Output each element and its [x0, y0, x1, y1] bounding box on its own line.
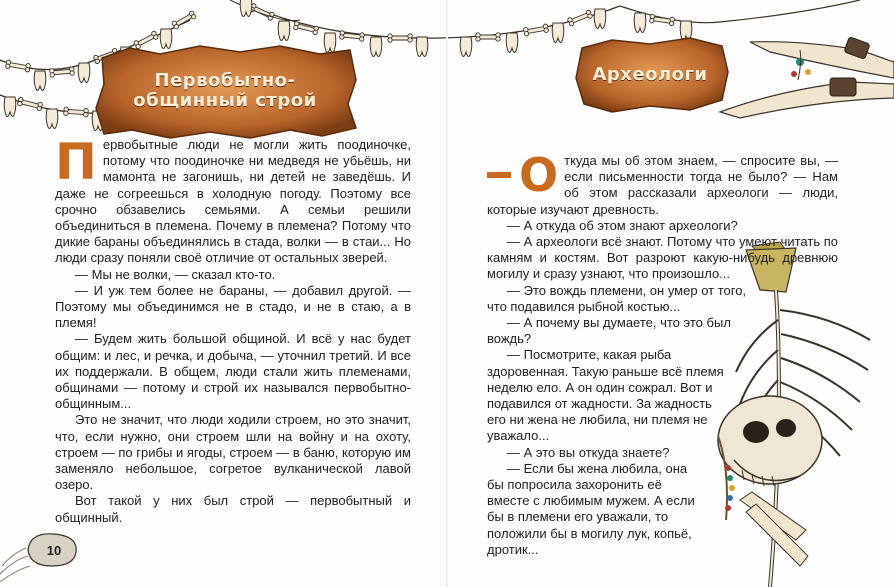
left-paragraph-1: Первобытные люди не могли жить поодиночке, потому что поодиночке ни медведя не убьёшь, ни мамонта не загонишь, ни детей не заведёшь. И даже не согреешься в холодную погоду. Поэтому все срочно обзавелись семьями. А семьи решили объединиться в племена. Почему в племена? Потому что дикие бараны объединялись в стада, волки — в стаи... Но люди сразу поняли своё отличие от остальных зверей. — [55, 133, 411, 266]
right-drop-cap: О — [487, 153, 558, 197]
left-page-title — [133, 71, 316, 111]
right-paragraph-7: — А это вы откуда знаете? — [507, 444, 670, 460]
teeth-garland-right-icon — [620, 0, 860, 40]
left-drop-cap: П — [55, 133, 97, 191]
tusk-spears-icon — [720, 37, 894, 118]
left-page-text — [55, 133, 411, 526]
left-paragraph-2: — Мы не волки, — сказал кто-то. — [75, 266, 276, 282]
right-paragraph-2: — А откуда об этом знают археологи? — [507, 217, 738, 233]
book-gutter — [446, 0, 448, 587]
left-paragraph-6: Вот такой у них был строй — первобытный и общинный. — [55, 493, 411, 525]
right-paragraph-3: — А археологи всё знают. Потому что умеют читать по камням и костям. Вот разроют какую-нибудь древнюю могилу и сразу узнают, что произошло... — [487, 234, 838, 282]
right-paragraph-6: — Посмотрите, какая рыба здоровенная. Такую раньше всё племя неделю ело. А он один сожрал. Вот и подавился от жадности. За жадность его ни жена не любила, ни племя не уважало... — [487, 347, 724, 444]
right-paragraph-1: О ткуда мы об этом знаем, — спросите вы, — если письменности тогда не было? — Нам об этом рассказали археологи — люди, которые изучают древность. — [487, 148, 838, 217]
title-banner-left — [96, 46, 354, 136]
page-number: 10 — [46, 542, 62, 558]
left-title-line-2: общинный строй — [133, 90, 317, 111]
right-paragraph-8: — Если бы жена любила, она бы попросила захоронить её вместе с любимым мужем. А если бы в племени его уважали, то положили бы в могилу лук, копьё, дротик... — [487, 460, 695, 557]
right-page-text — [487, 148, 838, 558]
right-paragraph-5: — А почему вы думаете, что это был вождь? — [487, 315, 731, 347]
left-title-line-1: Первобытно- — [154, 70, 296, 91]
dash-icon — [487, 172, 511, 178]
title-banner-right — [575, 38, 725, 112]
left-paragraph-5: Это не значит, что люди ходили строем, но это значит, что, если нужно, они строем шли на войну и на охоту, строем — по грибы и ягоды, строем — в баню, которую им заменяло небольшое, согретое вулканической лавой озеро. — [55, 412, 411, 493]
right-page-title: Археологи — [592, 64, 708, 85]
left-paragraph-3: — И уж тем более не бараны, — добавил другой. — Поэтому мы объединимся не в стадо, и не в стаю, а в племя! — [55, 282, 411, 331]
right-paragraph-4: — Это вождь племени, он умер от того, что подавился рыбной костью... — [487, 282, 747, 314]
left-paragraph-4: — Будем жить большой общиной. И всё у нас будет общим: и лес, и речка, и добыча, — уточнил третий. И все их поддержали. В общем, люди стали жить племенами, общинами — потому и строй их назывался первобытно-общинным... — [55, 331, 411, 412]
